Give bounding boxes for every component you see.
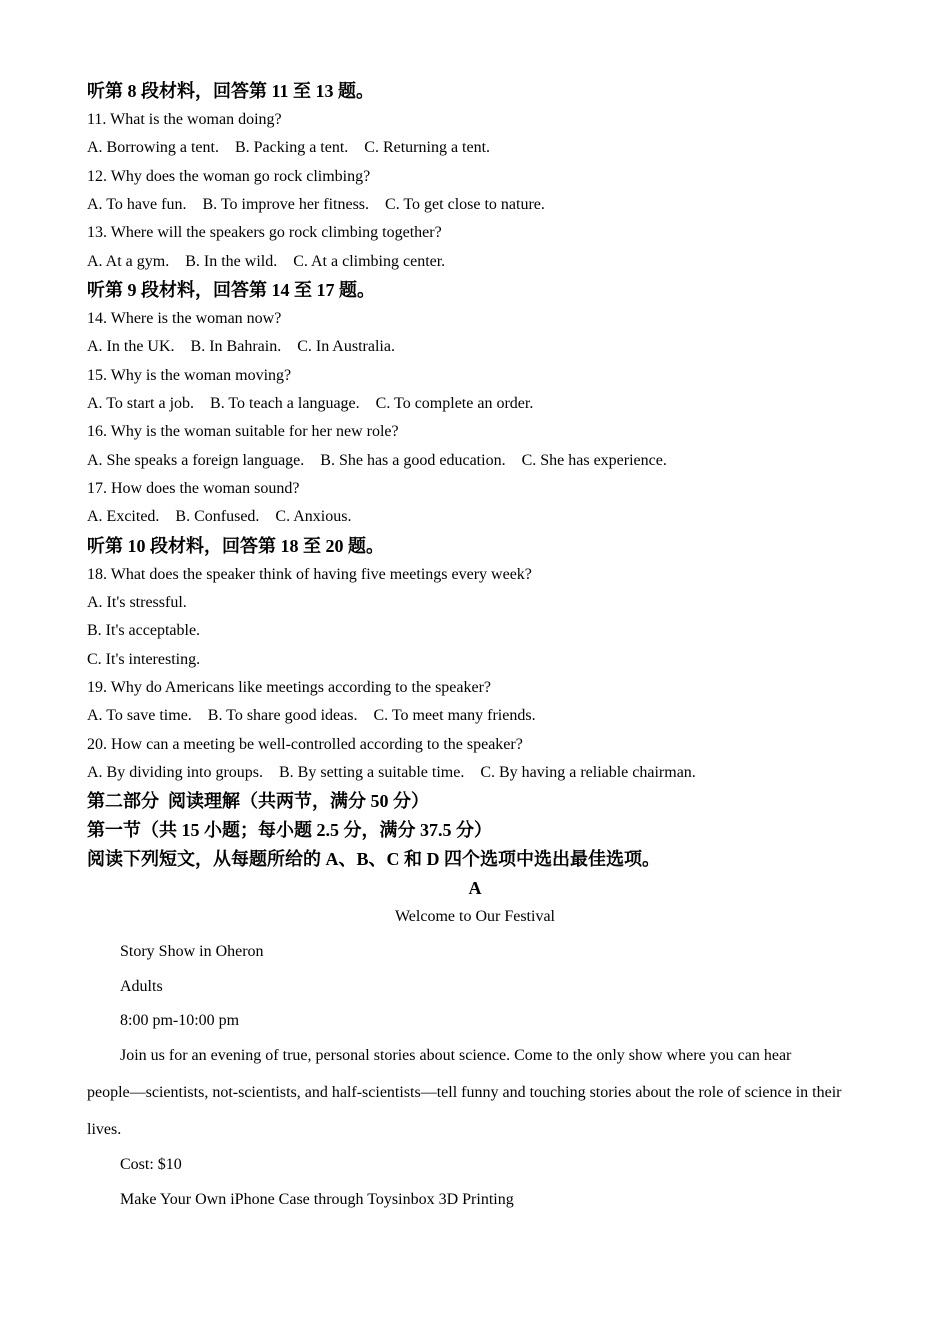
question-18-option-c: C. It's interesting. <box>87 651 201 668</box>
part-2-instructions: 阅读下列短文，从每题所给的 A、B、C 和 D 四个选项中选出最佳选项。 <box>87 849 660 869</box>
event-1-audience: Adults <box>120 978 163 995</box>
part-2-subsection: 第一节（共 15 小题；每小题 2.5 分，满分 37.5 分） <box>87 820 492 840</box>
question-20-options: A. By dividing into groups. B. By setting a suitable time. C. By having a reliable chairman. <box>87 764 696 781</box>
question-15-options: A. To start a job. B. To teach a language. C. To complete an order. <box>87 395 534 412</box>
question-11-options: A. Borrowing a tent. B. Packing a tent. C. Returning a tent. <box>87 139 491 156</box>
question-18: 18. What does the speaker think of having five meetings every week? <box>87 566 532 583</box>
question-14: 14. Where is the woman now? <box>87 310 282 327</box>
question-15: 15. Why is the woman moving? <box>87 367 292 384</box>
question-18-option-b: B. It's acceptable. <box>87 622 201 639</box>
section-8-heading: 听第 8 段材料，回答第 11 至 13 题。 <box>87 81 375 101</box>
question-18-option-a: A. It's stressful. <box>87 594 187 611</box>
event-1-title: Story Show in Oheron <box>120 943 264 960</box>
passage-title: Welcome to Our Festival <box>394 908 555 925</box>
event-1-description-rest: people—scientists, not-scientists, and half-scientists—tell funny and touching stories about the role of science in their lives. <box>87 1084 842 1138</box>
question-12: 12. Why does the woman go rock climbing? <box>87 168 371 185</box>
question-19-options: A. To save time. B. To share good ideas. C. To meet many friends. <box>87 707 536 724</box>
question-12-options: A. To have fun. B. To improve her fitness. C. To get close to nature. <box>87 196 545 213</box>
question-20: 20. How can a meeting be well-controlled according to the speaker? <box>87 736 523 753</box>
event-1-description-first-line: Join us for an evening of true, personal stories about science. Come to the only show where you can hear <box>120 1047 792 1064</box>
passage-letter: A <box>468 878 482 898</box>
section-10-heading: 听第 10 段材料，回答第 18 至 20 题。 <box>87 536 384 556</box>
question-17: 17. How does the woman sound? <box>87 480 300 497</box>
event-1-time: 8:00 pm-10:00 pm <box>120 1012 240 1029</box>
question-19: 19. Why do Americans like meetings according to the speaker? <box>87 679 492 696</box>
question-13-options: A. At a gym. B. In the wild. C. At a climbing center. <box>87 253 446 270</box>
question-16-options: A. She speaks a foreign language. B. She has a good education. C. She has experience. <box>87 452 667 469</box>
question-14-options: A. In the UK. B. In Bahrain. C. In Australia. <box>87 338 395 355</box>
question-17-options: A. Excited. B. Confused. C. Anxious. <box>87 508 352 525</box>
section-9-heading: 听第 9 段材料，回答第 14 至 17 题。 <box>87 280 375 300</box>
question-16: 16. Why is the woman suitable for her new role? <box>87 423 399 440</box>
event-1-description <box>87 1037 857 1148</box>
question-11: 11. What is the woman doing? <box>87 111 282 128</box>
event-1-cost: Cost: $10 <box>120 1156 182 1173</box>
question-13: 13. Where will the speakers go rock climbing together? <box>87 224 442 241</box>
event-2-title: Make Your Own iPhone Case through Toysinbox 3D Printing <box>120 1191 514 1208</box>
part-2-heading: 第二部分 阅读理解（共两节，满分 50 分） <box>87 791 429 811</box>
